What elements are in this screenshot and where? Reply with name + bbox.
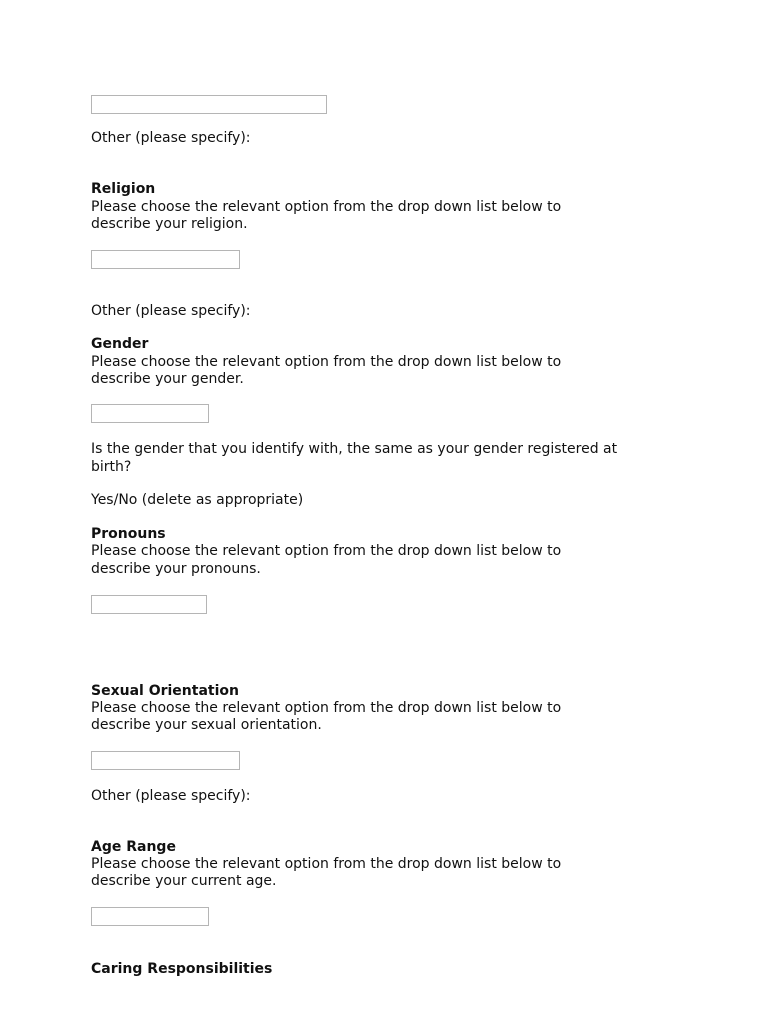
- gender-answer[interactable]: Yes/No (delete as appropriate): [91, 492, 304, 508]
- age-range-heading: Age Range: [91, 839, 176, 855]
- pronouns-dropdown[interactable]: [91, 595, 207, 614]
- age-range-description-line2: describe your current age.: [91, 873, 277, 889]
- religion-heading: Religion: [91, 181, 156, 197]
- religion-description-line2: describe your religion.: [91, 216, 248, 232]
- sexual-orientation-description-line1: Please choose the relevant option from the drop down list below to: [91, 700, 562, 716]
- other-specify-input-1[interactable]: [91, 95, 327, 114]
- sexual-orientation-dropdown[interactable]: [91, 751, 240, 770]
- gender-description-line2: describe your gender.: [91, 371, 244, 387]
- religion-other-label: Other (please specify):: [91, 303, 251, 319]
- religion-dropdown[interactable]: [91, 250, 240, 269]
- religion-description-line1: Please choose the relevant option from the drop down list below to: [91, 199, 562, 215]
- age-range-description-line1: Please choose the relevant option from the drop down list below to: [91, 856, 562, 872]
- gender-description-line1: Please choose the relevant option from the drop down list below to: [91, 354, 562, 370]
- sexual-orientation-heading: Sexual Orientation: [91, 683, 239, 699]
- pronouns-heading: Pronouns: [91, 526, 166, 542]
- sexual-orientation-description-line2: describe your sexual orientation.: [91, 717, 322, 733]
- caring-responsibilities-heading: Caring Responsibilities: [91, 961, 273, 977]
- gender-dropdown[interactable]: [91, 404, 209, 423]
- age-range-dropdown[interactable]: [91, 907, 209, 926]
- pronouns-description-line2: describe your pronouns.: [91, 561, 261, 577]
- gender-question-line1: Is the gender that you identify with, the same as your gender registered at: [91, 441, 618, 457]
- other-specify-label: Other (please specify):: [91, 130, 251, 146]
- gender-question-line2: birth?: [91, 459, 132, 475]
- gender-heading: Gender: [91, 336, 149, 352]
- pronouns-description-line1: Please choose the relevant option from the drop down list below to: [91, 543, 562, 559]
- sexual-orientation-other-label: Other (please specify):: [91, 788, 251, 804]
